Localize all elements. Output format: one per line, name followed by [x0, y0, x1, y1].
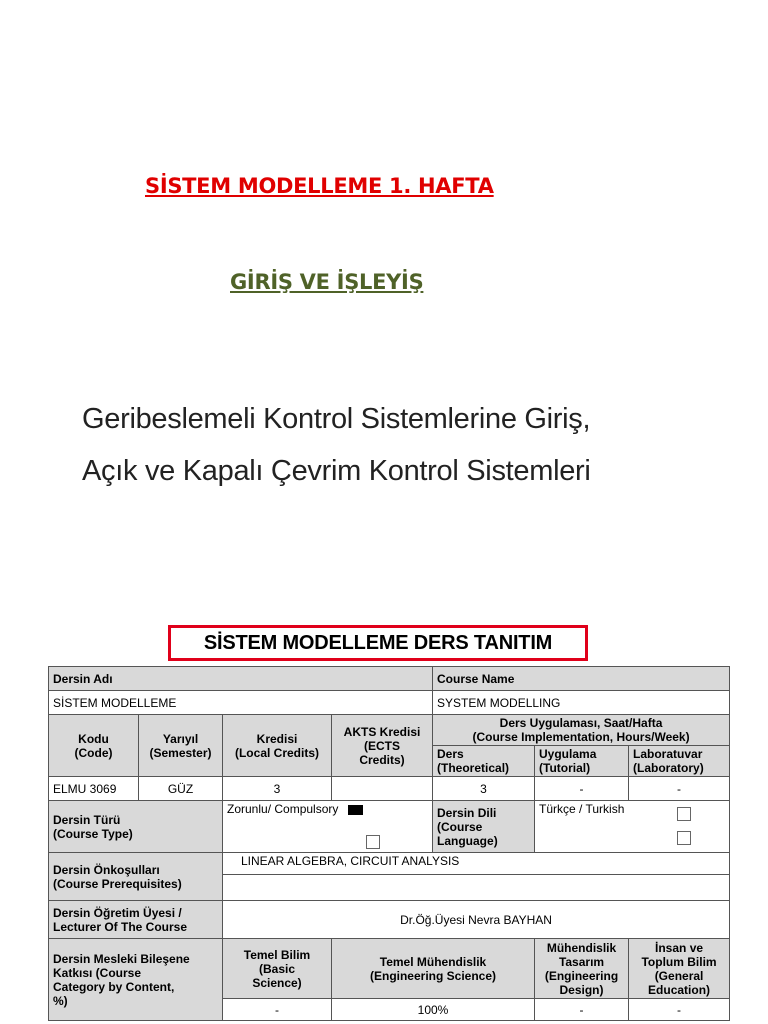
general-education-label: İnsan ve Toplum Bilim (General Education)	[629, 939, 730, 999]
course-name-en: SYSTEM MODELLING	[433, 691, 730, 715]
ects-value	[332, 777, 433, 801]
course-type-label: Dersin Türü (Course Type)	[49, 801, 223, 853]
language-cell	[535, 801, 730, 853]
topic-line-1: Geribeslemeli Kontrol Sistemlerine Giriş,	[82, 403, 591, 435]
page-title: SİSTEM MODELLEME 1. HAFTA	[145, 174, 494, 198]
semester-value: GÜZ	[139, 777, 223, 801]
theoretical-label: Ders (Theoretical)	[433, 746, 535, 777]
elective-checkbox[interactable]	[366, 835, 380, 849]
code-value: ELMU 3069	[49, 777, 139, 801]
code-label: Kodu (Code)	[49, 715, 139, 777]
lecturer-value: Dr.Öğ.Üyesi Nevra BAYHAN	[223, 901, 730, 939]
turkish-checkbox[interactable]	[677, 807, 691, 821]
course-intro-title: SİSTEM MODELLEME DERS TANITIM	[168, 625, 588, 661]
engineering-design-label: Mühendislik Tasarım (Engineering Design)	[535, 939, 629, 999]
general-education-value: -	[629, 999, 730, 1021]
engineering-science-value: 100%	[332, 999, 535, 1021]
theoretical-value: 3	[433, 777, 535, 801]
laboratory-value: -	[629, 777, 730, 801]
semester-label: Yarıyıl (Semester)	[139, 715, 223, 777]
laboratory-label: Laboratuvar (Laboratory)	[629, 746, 730, 777]
category-label: Dersin Mesleki Bileşene Katkısı (Course Category by Content, %)	[49, 939, 223, 1021]
course-info-table	[48, 666, 730, 1021]
page-subtitle: GİRİŞ VE İŞLEYİŞ	[230, 270, 424, 294]
topic-text	[82, 393, 591, 497]
topic-line-2: Açık ve Kapalı Çevrim Kontrol Sistemleri	[82, 455, 591, 487]
ects-label: AKTS Kredisi (ECTS Credits)	[332, 715, 433, 777]
prerequisites-blank	[223, 875, 730, 901]
lecturer-label: Dersin Öğretim Üyesi / Lecturer Of The Course	[49, 901, 223, 939]
engineering-design-value: -	[535, 999, 629, 1021]
prerequisites-label: Dersin Önkoşulları (Course Prerequisites)	[49, 853, 223, 901]
credits-value: 3	[223, 777, 332, 801]
course-name-en-label: Course Name	[433, 667, 730, 691]
course-type-cell	[223, 801, 433, 853]
course-type-value: Zorunlu/ Compulsory	[227, 802, 339, 816]
implementation-label: Ders Uygulaması, Saat/Hafta (Course Implementation, Hours/Week)	[433, 715, 730, 746]
tutorial-label: Uygulama (Tutorial)	[535, 746, 629, 777]
tutorial-value: -	[535, 777, 629, 801]
course-name-tr: SİSTEM MODELLEME	[49, 691, 433, 715]
english-checkbox[interactable]	[677, 831, 691, 845]
language-value: Türkçe / Turkish	[539, 802, 625, 816]
basic-science-label: Temel Bilim (Basic Science)	[223, 939, 332, 999]
compulsory-checked-box[interactable]	[348, 805, 363, 815]
engineering-science-label: Temel Mühendislik (Engineering Science)	[332, 939, 535, 999]
basic-science-value: -	[223, 999, 332, 1021]
credits-label: Kredisi (Local Credits)	[223, 715, 332, 777]
course-name-tr-label: Dersin Adı	[49, 667, 433, 691]
prerequisites-value: LINEAR ALGEBRA, CIRCUIT ANALYSIS	[223, 853, 730, 875]
language-label: Dersin Dili (Course Language)	[433, 801, 535, 853]
